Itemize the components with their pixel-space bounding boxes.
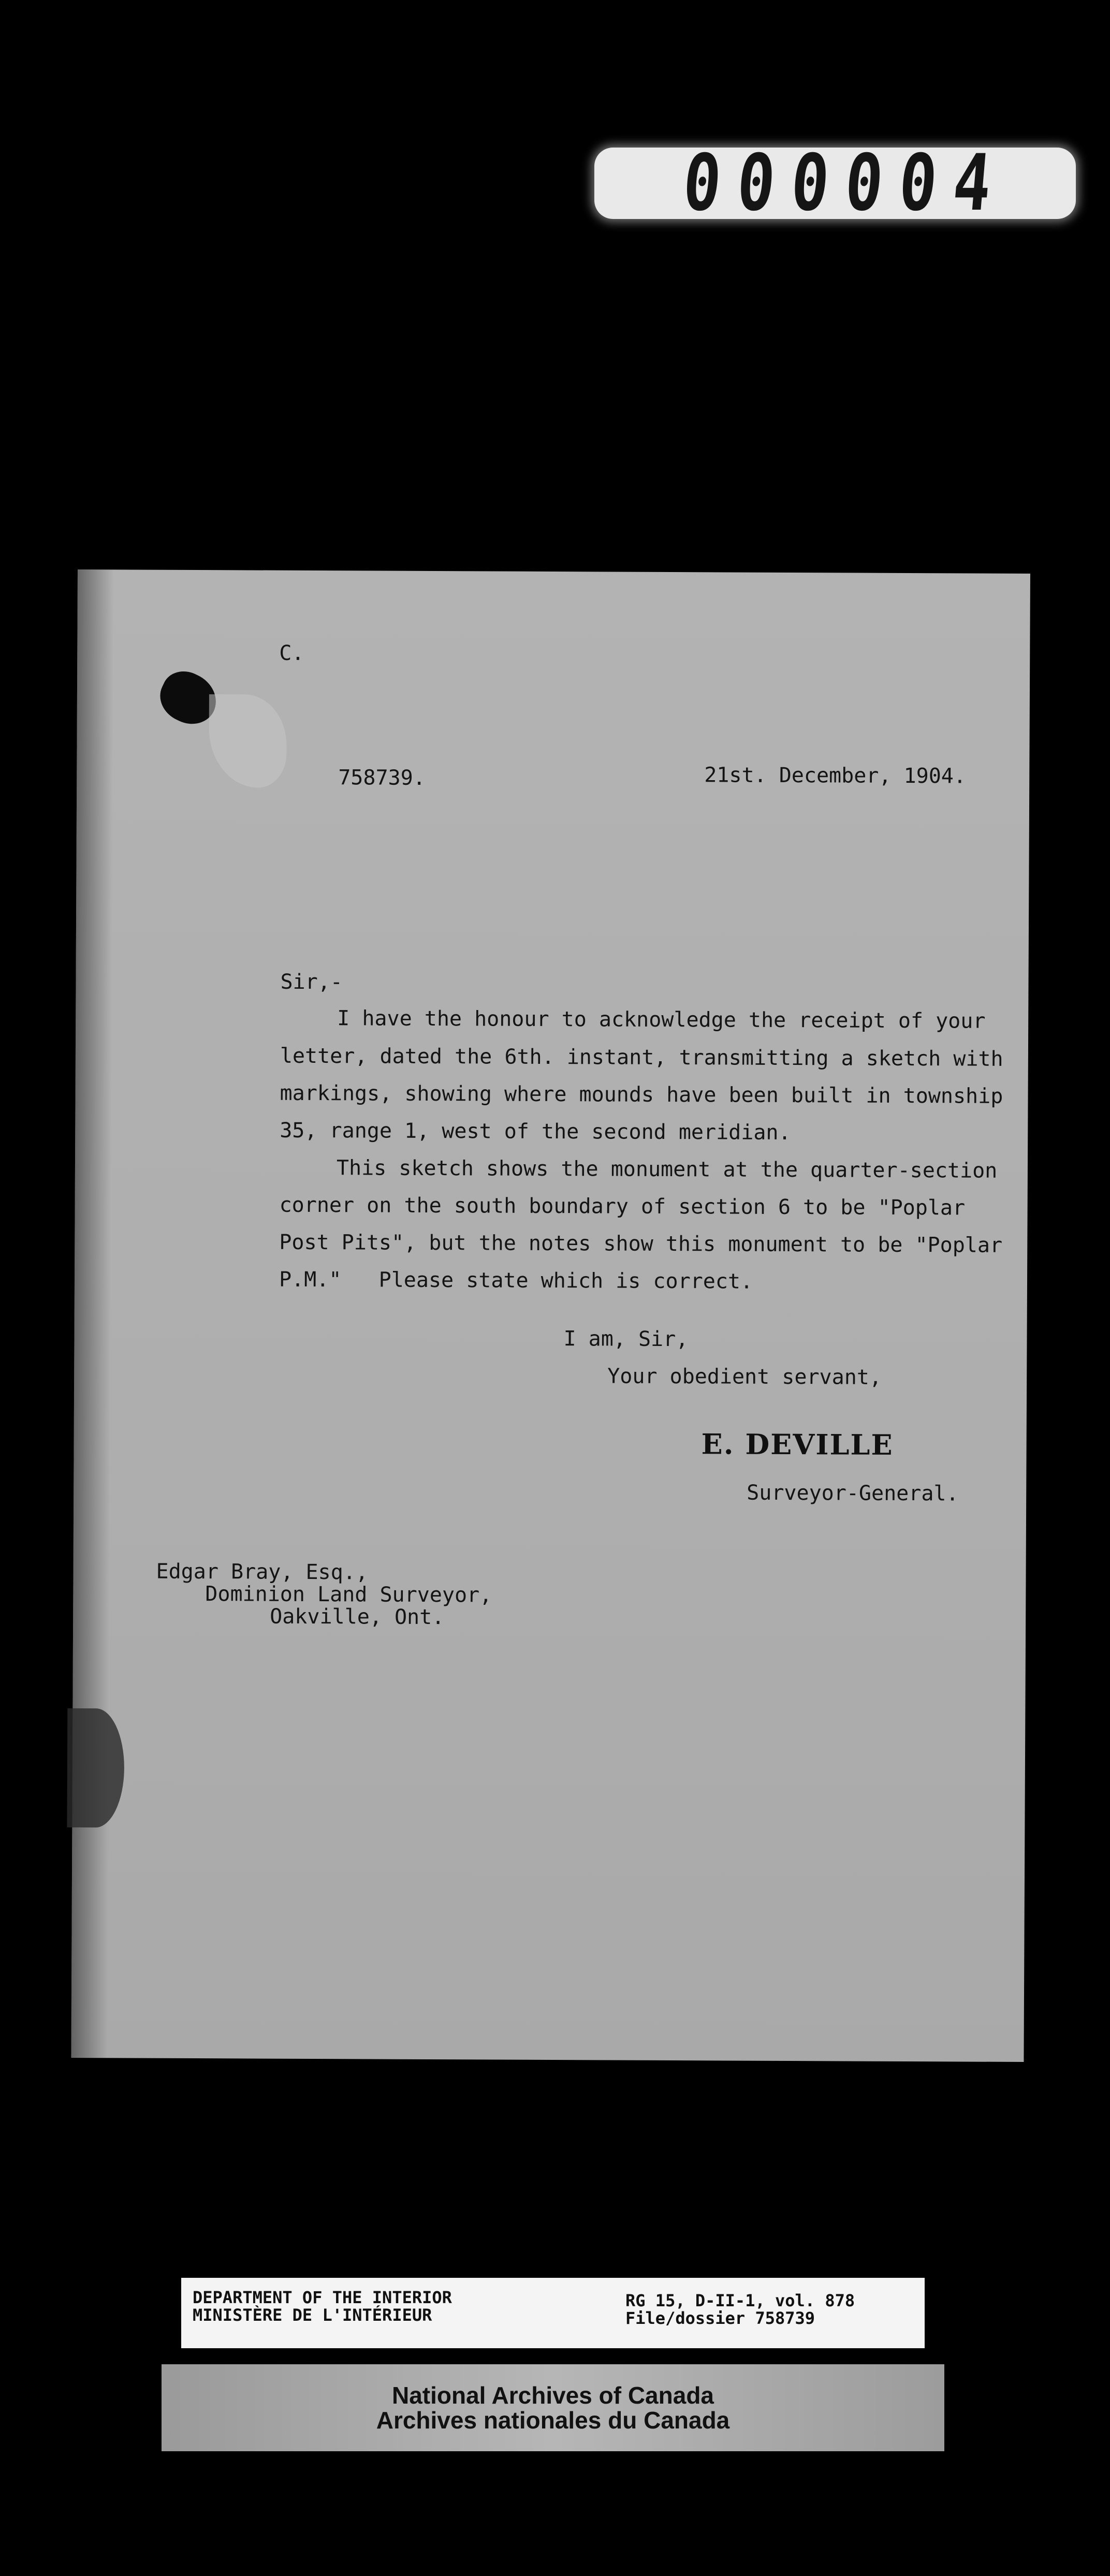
frame-counter-number: 000004 bbox=[679, 138, 1012, 228]
dept-fr: MINISTÈRE DE L'INTÉRIEUR bbox=[193, 2305, 432, 2325]
edge-damage bbox=[67, 1708, 124, 1827]
signature-stamp: E. DEVILLE bbox=[701, 1427, 894, 1461]
addressee-line: Edgar Bray, Esq., bbox=[156, 1559, 369, 1585]
body-line: P.M." Please state which is correct. bbox=[279, 1267, 753, 1294]
closing-line: Your obedient servant, bbox=[607, 1364, 882, 1389]
signer-title: Surveyor-General. bbox=[747, 1481, 959, 1506]
body-line: Post Pits", but the notes show this monument to be "Poplar bbox=[279, 1230, 1003, 1257]
paper-tear bbox=[209, 694, 287, 788]
addressee-line: Dominion Land Surveyor, bbox=[205, 1582, 492, 1607]
addressee-line: Oakville, Ont. bbox=[270, 1604, 445, 1630]
body-line: I have the honour to acknowledge the receipt of your bbox=[337, 1006, 986, 1033]
dept-en: DEPARTMENT OF THE INTERIOR bbox=[193, 2288, 452, 2307]
salutation: Sir,- bbox=[280, 970, 343, 994]
body-line: This sketch shows the monument at the quarter-section bbox=[336, 1156, 998, 1183]
file-dossier: File/dossier 758739 bbox=[625, 2308, 815, 2328]
archives-name-fr: Archives nationales du Canada bbox=[376, 2407, 730, 2434]
body-line: corner on the south boundary of section 6 to be "Poplar bbox=[279, 1193, 966, 1220]
archives-banner bbox=[162, 2364, 944, 2451]
body-line: 35, range 1, west of the second meridian. bbox=[280, 1118, 791, 1145]
class-code: C. bbox=[279, 641, 304, 665]
archive-reference: RG 15, D-II-1, vol. 878 bbox=[625, 2291, 855, 2310]
letter-date: 21st. December, 1904. bbox=[704, 763, 967, 788]
archives-name-en: National Archives of Canada bbox=[391, 2381, 714, 2409]
body-line: letter, dated the 6th. instant, transmitting a sketch with bbox=[280, 1044, 1003, 1071]
body-line: markings, showing where mounds have been built in township bbox=[280, 1081, 1003, 1108]
archive-label bbox=[181, 2278, 925, 2348]
letter-sheet bbox=[71, 569, 1030, 2062]
frame-counter bbox=[594, 138, 1076, 228]
closing-line: I am, Sir, bbox=[563, 1327, 689, 1352]
file-number: 758739. bbox=[338, 766, 426, 790]
